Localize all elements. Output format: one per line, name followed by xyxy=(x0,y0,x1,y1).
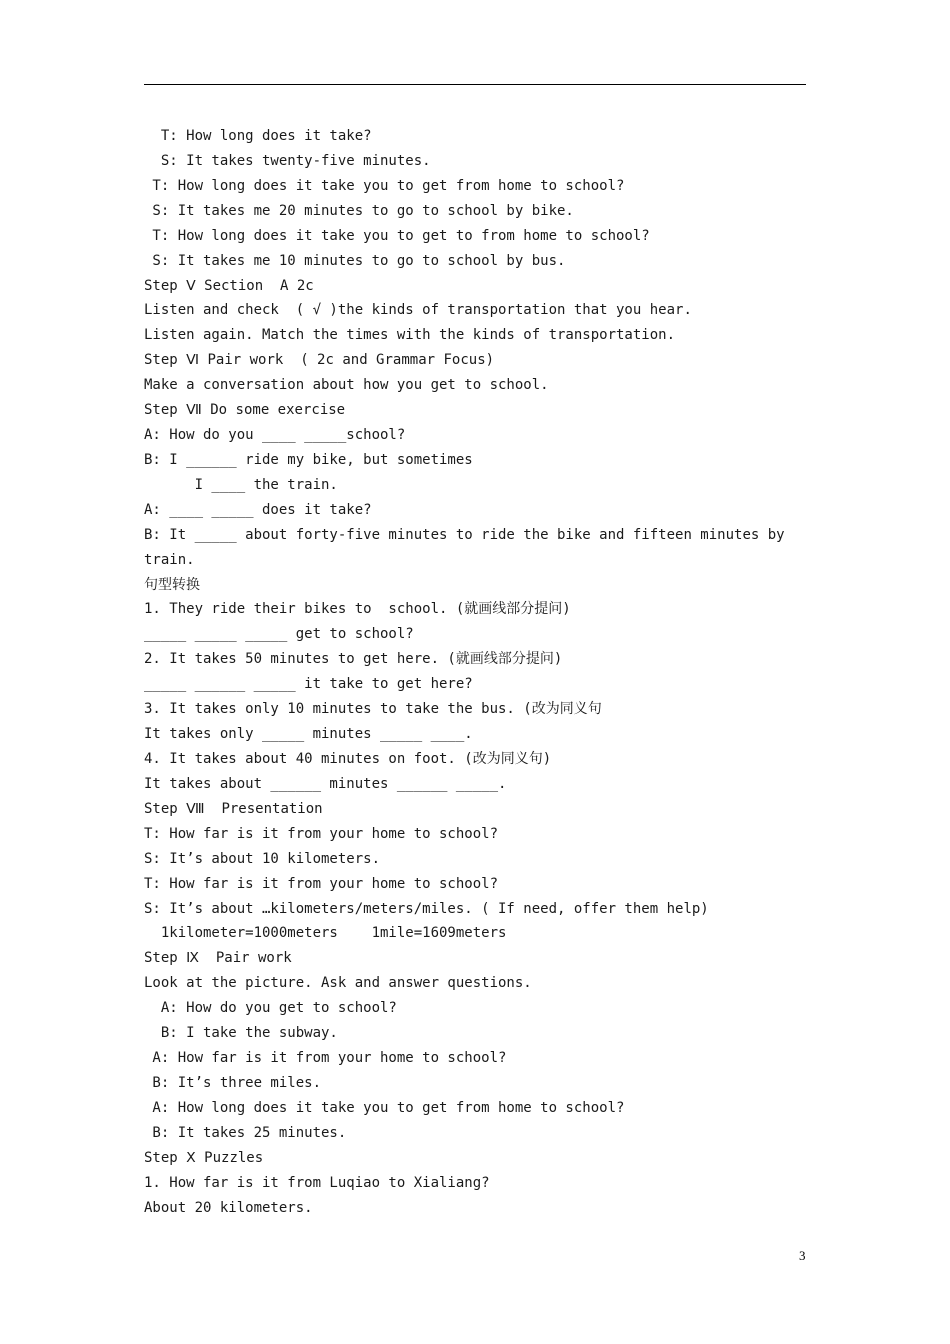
text-line: A: How do you get to school? xyxy=(144,1000,397,1017)
text-line: Step Ⅸ Pair work xyxy=(144,950,292,967)
text-line: About 20 kilometers. xyxy=(144,1199,313,1216)
header-rule xyxy=(144,84,806,85)
text-line: T: How far is it from your home to school? xyxy=(144,875,499,892)
text-line: Step Ⅵ Pair work ( 2c and Grammar Focus) xyxy=(144,352,495,369)
page-number: 3 xyxy=(799,1248,806,1263)
text-line: A: ____ _____ does it take? xyxy=(144,501,372,518)
text-line: Listen again. Match the times with the kinds of transportation. xyxy=(144,327,676,344)
text-line: S: It takes me 20 minutes to go to school by bike. xyxy=(144,202,574,219)
text-line: 1. They ride their bikes to school. (就画线部分提问) xyxy=(144,601,571,618)
text-line: B: It _____ about forty-five minutes to ride the bike and fifteen minutes by xyxy=(144,526,785,543)
text-line: S: It takes me 10 minutes to go to school by bus. xyxy=(144,252,566,269)
text-line: B: It’s three miles. xyxy=(144,1074,322,1091)
text-line: S: It takes twenty-five minutes. xyxy=(144,152,431,169)
text-line: Look at the picture. Ask and answer questions. xyxy=(144,975,532,992)
text-line: train. xyxy=(144,551,195,568)
text-line: B: It takes 25 minutes. xyxy=(144,1124,347,1141)
text-line: Make a conversation about how you get to school. xyxy=(144,377,549,394)
text-line: _____ ______ _____ it take to get here? xyxy=(144,676,473,693)
text-line: A: How far is it from your home to school? xyxy=(144,1050,507,1067)
text-line: _____ _____ _____ get to school? xyxy=(144,626,414,643)
text-line: T: How far is it from your home to school? xyxy=(144,825,499,842)
text-line: B: I take the subway. xyxy=(144,1025,338,1042)
text-line: 3. It takes only 10 minutes to take the bus. (改为同义句 xyxy=(144,701,602,718)
text-line: Step Ⅹ Puzzles xyxy=(144,1149,264,1166)
text-line: 句型转换 xyxy=(144,576,200,593)
text-line: S: It’s about …kilometers/meters/miles. ( If need, offer them help) xyxy=(144,900,709,917)
text-line: 2. It takes 50 minutes to get here. (就画线部分提问) xyxy=(144,651,563,668)
text-line: Listen and check ( √ )the kinds of transportation that you hear. xyxy=(144,302,692,319)
text-line: It takes only _____ minutes _____ ____. xyxy=(144,726,473,743)
text-line: Step Ⅶ Do some exercise xyxy=(144,402,346,419)
text-line: T: How long does it take you to get from home to school? xyxy=(144,177,625,194)
text-line: T: How long does it take? xyxy=(144,128,372,144)
text-line: 1. How far is it from Luqiao to Xialiang? xyxy=(144,1174,490,1191)
text-line: 1kilometer=1000meters 1mile=1609meters xyxy=(144,925,507,942)
text-line: T: How long does it take you to get to from home to school? xyxy=(144,227,650,244)
text-line: I ____ the train. xyxy=(144,476,338,493)
text-line: Step Ⅷ Presentation xyxy=(144,800,323,817)
text-line: 4. It takes about 40 minutes on foot. (改为同义句) xyxy=(144,751,552,767)
text-line: B: I ______ ride my bike, but sometimes xyxy=(144,451,473,468)
text-line: S: It’s about 10 kilometers. xyxy=(144,850,381,867)
text-line: A: How long does it take you to get from home to school? xyxy=(144,1099,625,1116)
text-line: A: How do you ____ _____school? xyxy=(144,427,406,444)
text-line: It takes about ______ minutes ______ _____. xyxy=(144,775,507,792)
text-line: Step Ⅴ Section A 2c xyxy=(144,277,314,294)
